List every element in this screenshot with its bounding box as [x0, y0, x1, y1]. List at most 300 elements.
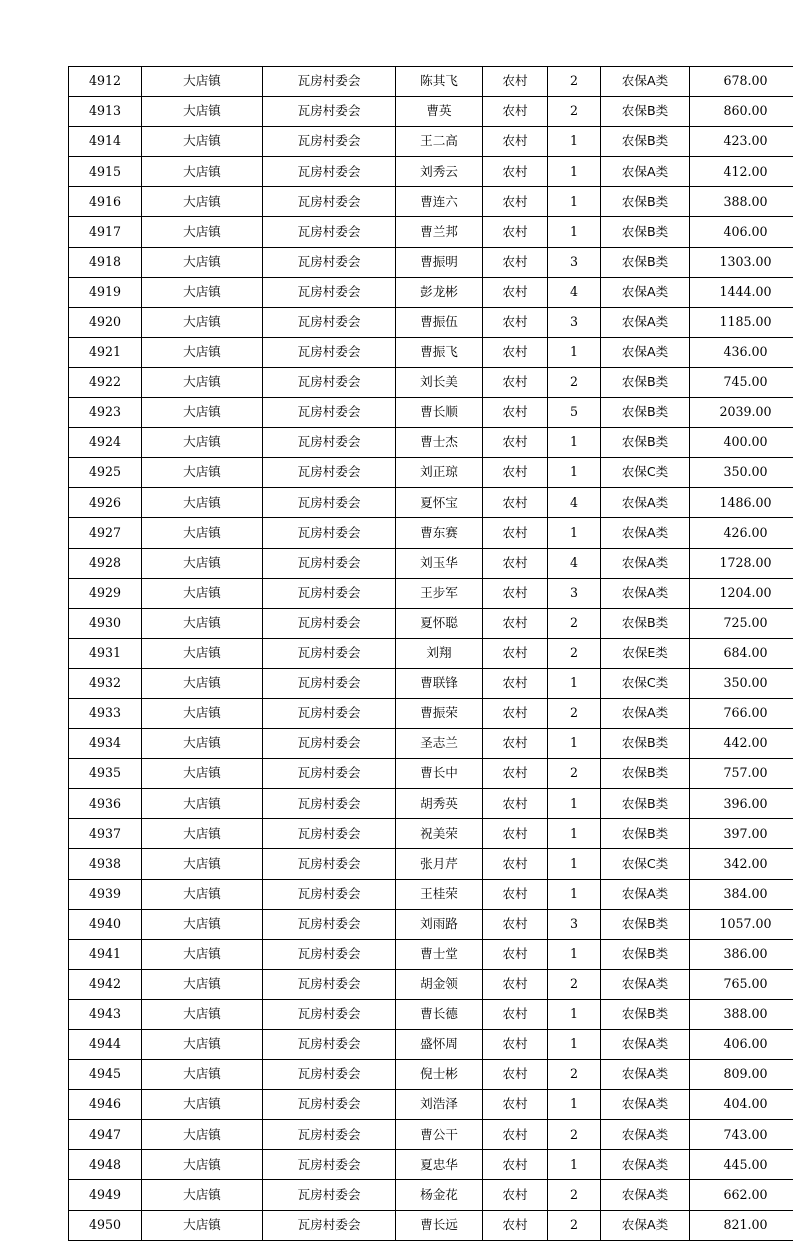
cell-id: 4933	[69, 698, 142, 728]
table-row	[69, 307, 793, 337]
cell-household-type: 农村	[483, 518, 548, 548]
cell-name: 夏怀宝	[396, 488, 483, 518]
cell-village: 瓦房村委会	[263, 247, 396, 277]
cell-village: 瓦房村委会	[263, 1150, 396, 1180]
cell-category: 农保B类	[601, 187, 690, 217]
cell-town: 大店镇	[142, 608, 263, 638]
cell-amount: 426.00	[690, 518, 793, 548]
cell-person-count: 2	[548, 698, 601, 728]
table-row	[69, 789, 793, 819]
cell-id: 4931	[69, 638, 142, 668]
cell-person-count: 3	[548, 307, 601, 337]
cell-town: 大店镇	[142, 668, 263, 698]
cell-person-count: 2	[548, 1180, 601, 1210]
cell-village: 瓦房村委会	[263, 698, 396, 728]
table-row	[69, 819, 793, 849]
cell-person-count: 1	[548, 1090, 601, 1120]
table-row	[69, 127, 793, 157]
cell-name: 张月芹	[396, 849, 483, 879]
cell-category: 农保B类	[601, 97, 690, 127]
cell-household-type: 农村	[483, 1150, 548, 1180]
cell-household-type: 农村	[483, 247, 548, 277]
cell-amount: 384.00	[690, 879, 793, 909]
cell-town: 大店镇	[142, 1030, 263, 1060]
cell-id: 4913	[69, 97, 142, 127]
cell-village: 瓦房村委会	[263, 909, 396, 939]
cell-town: 大店镇	[142, 879, 263, 909]
cell-name: 王步军	[396, 578, 483, 608]
cell-name: 陈其飞	[396, 67, 483, 97]
cell-name: 曹公干	[396, 1120, 483, 1150]
cell-category: 农保B类	[601, 729, 690, 759]
cell-household-type: 农村	[483, 187, 548, 217]
cell-amount: 445.00	[690, 1150, 793, 1180]
cell-amount: 423.00	[690, 127, 793, 157]
cell-name: 曹连六	[396, 187, 483, 217]
table-row	[69, 277, 793, 307]
cell-category: 农保B类	[601, 247, 690, 277]
cell-household-type: 农村	[483, 157, 548, 187]
table-row	[69, 939, 793, 969]
table-row	[69, 458, 793, 488]
cell-person-count: 2	[548, 608, 601, 638]
cell-household-type: 农村	[483, 1180, 548, 1210]
cell-town: 大店镇	[142, 759, 263, 789]
cell-name: 刘正琼	[396, 458, 483, 488]
subsidy-records-table	[68, 66, 793, 1241]
cell-household-type: 农村	[483, 1120, 548, 1150]
cell-household-type: 农村	[483, 488, 548, 518]
table-row	[69, 1180, 793, 1210]
cell-village: 瓦房村委会	[263, 157, 396, 187]
cell-town: 大店镇	[142, 1180, 263, 1210]
cell-category: 农保A类	[601, 578, 690, 608]
cell-id: 4927	[69, 518, 142, 548]
cell-name: 曹长中	[396, 759, 483, 789]
cell-village: 瓦房村委会	[263, 729, 396, 759]
cell-town: 大店镇	[142, 849, 263, 879]
cell-village: 瓦房村委会	[263, 759, 396, 789]
cell-name: 曹英	[396, 97, 483, 127]
cell-id: 4946	[69, 1090, 142, 1120]
cell-amount: 809.00	[690, 1060, 793, 1090]
cell-category: 农保A类	[601, 1120, 690, 1150]
cell-person-count: 2	[548, 1120, 601, 1150]
cell-person-count: 2	[548, 67, 601, 97]
cell-village: 瓦房村委会	[263, 1120, 396, 1150]
cell-town: 大店镇	[142, 398, 263, 428]
cell-town: 大店镇	[142, 247, 263, 277]
cell-person-count: 1	[548, 157, 601, 187]
cell-town: 大店镇	[142, 367, 263, 397]
cell-household-type: 农村	[483, 97, 548, 127]
table-row	[69, 67, 793, 97]
cell-id: 4940	[69, 909, 142, 939]
cell-village: 瓦房村委会	[263, 1030, 396, 1060]
cell-category: 农保B类	[601, 428, 690, 458]
cell-person-count: 2	[548, 367, 601, 397]
cell-category: 农保A类	[601, 488, 690, 518]
cell-village: 瓦房村委会	[263, 458, 396, 488]
cell-person-count: 4	[548, 548, 601, 578]
cell-name: 曹士杰	[396, 428, 483, 458]
cell-category: 农保A类	[601, 1210, 690, 1240]
cell-id: 4943	[69, 999, 142, 1029]
cell-town: 大店镇	[142, 999, 263, 1029]
cell-town: 大店镇	[142, 458, 263, 488]
cell-name: 圣志兰	[396, 729, 483, 759]
cell-town: 大店镇	[142, 548, 263, 578]
cell-person-count: 1	[548, 127, 601, 157]
cell-village: 瓦房村委会	[263, 1060, 396, 1090]
cell-household-type: 农村	[483, 307, 548, 337]
cell-village: 瓦房村委会	[263, 638, 396, 668]
cell-id: 4918	[69, 247, 142, 277]
cell-village: 瓦房村委会	[263, 367, 396, 397]
cell-village: 瓦房村委会	[263, 668, 396, 698]
cell-name: 曹振飞	[396, 337, 483, 367]
cell-id: 4925	[69, 458, 142, 488]
cell-household-type: 农村	[483, 849, 548, 879]
cell-person-count: 4	[548, 277, 601, 307]
cell-id: 4938	[69, 849, 142, 879]
cell-person-count: 1	[548, 729, 601, 759]
cell-amount: 406.00	[690, 217, 793, 247]
cell-amount: 1303.00	[690, 247, 793, 277]
table-row	[69, 698, 793, 728]
cell-category: 农保A类	[601, 277, 690, 307]
cell-name: 杨金花	[396, 1180, 483, 1210]
cell-person-count: 5	[548, 398, 601, 428]
cell-name: 刘浩泽	[396, 1090, 483, 1120]
cell-amount: 1728.00	[690, 548, 793, 578]
cell-town: 大店镇	[142, 1060, 263, 1090]
table-row	[69, 999, 793, 1029]
cell-name: 曹振伍	[396, 307, 483, 337]
cell-id: 4930	[69, 608, 142, 638]
cell-village: 瓦房村委会	[263, 849, 396, 879]
cell-amount: 388.00	[690, 999, 793, 1029]
table-row	[69, 337, 793, 367]
cell-category: 农保B类	[601, 608, 690, 638]
cell-amount: 406.00	[690, 1030, 793, 1060]
cell-name: 曹士堂	[396, 939, 483, 969]
cell-household-type: 农村	[483, 638, 548, 668]
cell-name: 夏怀聪	[396, 608, 483, 638]
cell-id: 4919	[69, 277, 142, 307]
cell-amount: 745.00	[690, 367, 793, 397]
cell-household-type: 农村	[483, 458, 548, 488]
cell-name: 胡金领	[396, 969, 483, 999]
cell-person-count: 1	[548, 939, 601, 969]
cell-category: 农保A类	[601, 1180, 690, 1210]
cell-household-type: 农村	[483, 698, 548, 728]
cell-category: 农保B类	[601, 759, 690, 789]
cell-household-type: 农村	[483, 759, 548, 789]
cell-village: 瓦房村委会	[263, 337, 396, 367]
cell-amount: 400.00	[690, 428, 793, 458]
cell-household-type: 农村	[483, 879, 548, 909]
cell-person-count: 1	[548, 789, 601, 819]
cell-category: 农保C类	[601, 458, 690, 488]
cell-town: 大店镇	[142, 1120, 263, 1150]
cell-amount: 1057.00	[690, 909, 793, 939]
cell-name: 胡秀英	[396, 789, 483, 819]
cell-village: 瓦房村委会	[263, 548, 396, 578]
cell-person-count: 4	[548, 488, 601, 518]
cell-id: 4932	[69, 668, 142, 698]
cell-household-type: 农村	[483, 217, 548, 247]
table-row	[69, 247, 793, 277]
cell-household-type: 农村	[483, 548, 548, 578]
cell-town: 大店镇	[142, 518, 263, 548]
cell-name: 曹东赛	[396, 518, 483, 548]
cell-household-type: 农村	[483, 67, 548, 97]
table-row	[69, 729, 793, 759]
cell-household-type: 农村	[483, 939, 548, 969]
cell-name: 刘翔	[396, 638, 483, 668]
cell-name: 刘玉华	[396, 548, 483, 578]
cell-amount: 860.00	[690, 97, 793, 127]
cell-town: 大店镇	[142, 488, 263, 518]
cell-household-type: 农村	[483, 729, 548, 759]
cell-household-type: 农村	[483, 969, 548, 999]
cell-category: 农保A类	[601, 337, 690, 367]
cell-person-count: 2	[548, 97, 601, 127]
table-row	[69, 518, 793, 548]
cell-amount: 436.00	[690, 337, 793, 367]
cell-town: 大店镇	[142, 97, 263, 127]
cell-category: 农保B类	[601, 367, 690, 397]
cell-id: 4929	[69, 578, 142, 608]
cell-town: 大店镇	[142, 67, 263, 97]
cell-amount: 725.00	[690, 608, 793, 638]
cell-town: 大店镇	[142, 1150, 263, 1180]
cell-person-count: 3	[548, 909, 601, 939]
table-row	[69, 638, 793, 668]
cell-person-count: 1	[548, 458, 601, 488]
cell-category: 农保B类	[601, 789, 690, 819]
cell-category: 农保A类	[601, 157, 690, 187]
cell-name: 刘长美	[396, 367, 483, 397]
table-row	[69, 187, 793, 217]
cell-id: 4944	[69, 1030, 142, 1060]
cell-category: 农保A类	[601, 1150, 690, 1180]
cell-amount: 396.00	[690, 789, 793, 819]
cell-id: 4935	[69, 759, 142, 789]
cell-village: 瓦房村委会	[263, 879, 396, 909]
cell-town: 大店镇	[142, 1090, 263, 1120]
cell-household-type: 农村	[483, 367, 548, 397]
cell-household-type: 农村	[483, 1030, 548, 1060]
cell-household-type: 农村	[483, 608, 548, 638]
cell-household-type: 农村	[483, 1060, 548, 1090]
cell-id: 4914	[69, 127, 142, 157]
table-row	[69, 578, 793, 608]
table-row	[69, 909, 793, 939]
cell-name: 祝美荣	[396, 819, 483, 849]
cell-village: 瓦房村委会	[263, 67, 396, 97]
cell-village: 瓦房村委会	[263, 969, 396, 999]
cell-village: 瓦房村委会	[263, 217, 396, 247]
cell-household-type: 农村	[483, 428, 548, 458]
cell-id: 4948	[69, 1150, 142, 1180]
cell-person-count: 1	[548, 518, 601, 548]
cell-household-type: 农村	[483, 909, 548, 939]
cell-person-count: 1	[548, 187, 601, 217]
table-row	[69, 1210, 793, 1240]
cell-household-type: 农村	[483, 999, 548, 1029]
cell-village: 瓦房村委会	[263, 1180, 396, 1210]
cell-id: 4916	[69, 187, 142, 217]
cell-id: 4945	[69, 1060, 142, 1090]
table-row	[69, 668, 793, 698]
cell-village: 瓦房村委会	[263, 187, 396, 217]
cell-person-count: 1	[548, 217, 601, 247]
cell-town: 大店镇	[142, 127, 263, 157]
cell-category: 农保A类	[601, 969, 690, 999]
cell-village: 瓦房村委会	[263, 307, 396, 337]
cell-village: 瓦房村委会	[263, 488, 396, 518]
cell-village: 瓦房村委会	[263, 939, 396, 969]
cell-town: 大店镇	[142, 277, 263, 307]
cell-household-type: 农村	[483, 277, 548, 307]
cell-town: 大店镇	[142, 217, 263, 247]
cell-village: 瓦房村委会	[263, 398, 396, 428]
cell-amount: 442.00	[690, 729, 793, 759]
cell-town: 大店镇	[142, 187, 263, 217]
cell-name: 彭龙彬	[396, 277, 483, 307]
cell-name: 夏忠华	[396, 1150, 483, 1180]
table-body	[69, 67, 793, 1241]
cell-id: 4949	[69, 1180, 142, 1210]
cell-person-count: 1	[548, 999, 601, 1029]
cell-town: 大店镇	[142, 698, 263, 728]
cell-town: 大店镇	[142, 428, 263, 458]
cell-category: 农保B类	[601, 999, 690, 1029]
cell-town: 大店镇	[142, 729, 263, 759]
cell-person-count: 3	[548, 578, 601, 608]
cell-id: 4915	[69, 157, 142, 187]
cell-category: 农保A类	[601, 1030, 690, 1060]
cell-person-count: 2	[548, 969, 601, 999]
cell-village: 瓦房村委会	[263, 1090, 396, 1120]
cell-amount: 350.00	[690, 668, 793, 698]
cell-town: 大店镇	[142, 939, 263, 969]
cell-name: 王二高	[396, 127, 483, 157]
cell-name: 刘雨路	[396, 909, 483, 939]
cell-household-type: 农村	[483, 398, 548, 428]
cell-amount: 678.00	[690, 67, 793, 97]
cell-amount: 412.00	[690, 157, 793, 187]
cell-name: 曹振明	[396, 247, 483, 277]
cell-name: 王桂荣	[396, 879, 483, 909]
cell-id: 4922	[69, 367, 142, 397]
cell-person-count: 1	[548, 337, 601, 367]
cell-category: 农保A类	[601, 67, 690, 97]
table-row	[69, 1030, 793, 1060]
cell-household-type: 农村	[483, 337, 548, 367]
cell-id: 4926	[69, 488, 142, 518]
table-row	[69, 157, 793, 187]
cell-category: 农保A类	[601, 518, 690, 548]
table-row	[69, 217, 793, 247]
cell-id: 4923	[69, 398, 142, 428]
cell-category: 农保C类	[601, 668, 690, 698]
cell-person-count: 1	[548, 668, 601, 698]
cell-amount: 1204.00	[690, 578, 793, 608]
cell-category: 农保B类	[601, 217, 690, 247]
cell-id: 4920	[69, 307, 142, 337]
cell-person-count: 2	[548, 638, 601, 668]
cell-village: 瓦房村委会	[263, 578, 396, 608]
cell-id: 4917	[69, 217, 142, 247]
table-row	[69, 1090, 793, 1120]
cell-village: 瓦房村委会	[263, 1210, 396, 1240]
cell-id: 4928	[69, 548, 142, 578]
cell-town: 大店镇	[142, 638, 263, 668]
table-row	[69, 759, 793, 789]
cell-category: 农保B类	[601, 939, 690, 969]
cell-person-count: 1	[548, 849, 601, 879]
cell-amount: 2039.00	[690, 398, 793, 428]
cell-household-type: 农村	[483, 127, 548, 157]
cell-amount: 1486.00	[690, 488, 793, 518]
cell-category: 农保A类	[601, 307, 690, 337]
cell-category: 农保A类	[601, 879, 690, 909]
cell-category: 农保A类	[601, 698, 690, 728]
table-row	[69, 969, 793, 999]
cell-amount: 765.00	[690, 969, 793, 999]
cell-name: 曹长远	[396, 1210, 483, 1240]
cell-category: 农保B类	[601, 819, 690, 849]
cell-village: 瓦房村委会	[263, 999, 396, 1029]
table-row	[69, 428, 793, 458]
cell-person-count: 2	[548, 759, 601, 789]
cell-amount: 743.00	[690, 1120, 793, 1150]
table-row	[69, 367, 793, 397]
table-row	[69, 97, 793, 127]
cell-name: 曹兰邦	[396, 217, 483, 247]
cell-village: 瓦房村委会	[263, 518, 396, 548]
table-row	[69, 1150, 793, 1180]
cell-name: 倪士彬	[396, 1060, 483, 1090]
cell-person-count: 3	[548, 247, 601, 277]
cell-id: 4942	[69, 969, 142, 999]
cell-id: 4950	[69, 1210, 142, 1240]
cell-household-type: 农村	[483, 578, 548, 608]
cell-amount: 404.00	[690, 1090, 793, 1120]
cell-id: 4947	[69, 1120, 142, 1150]
cell-amount: 350.00	[690, 458, 793, 488]
cell-amount: 821.00	[690, 1210, 793, 1240]
cell-category: 农保A类	[601, 1060, 690, 1090]
cell-id: 4934	[69, 729, 142, 759]
cell-village: 瓦房村委会	[263, 608, 396, 638]
cell-id: 4924	[69, 428, 142, 458]
cell-town: 大店镇	[142, 969, 263, 999]
cell-category: 农保B类	[601, 909, 690, 939]
cell-town: 大店镇	[142, 157, 263, 187]
cell-person-count: 1	[548, 819, 601, 849]
cell-town: 大店镇	[142, 1210, 263, 1240]
cell-person-count: 1	[548, 1030, 601, 1060]
cell-amount: 386.00	[690, 939, 793, 969]
cell-id: 4941	[69, 939, 142, 969]
cell-village: 瓦房村委会	[263, 819, 396, 849]
cell-name: 曹联锋	[396, 668, 483, 698]
cell-name: 曹长顺	[396, 398, 483, 428]
